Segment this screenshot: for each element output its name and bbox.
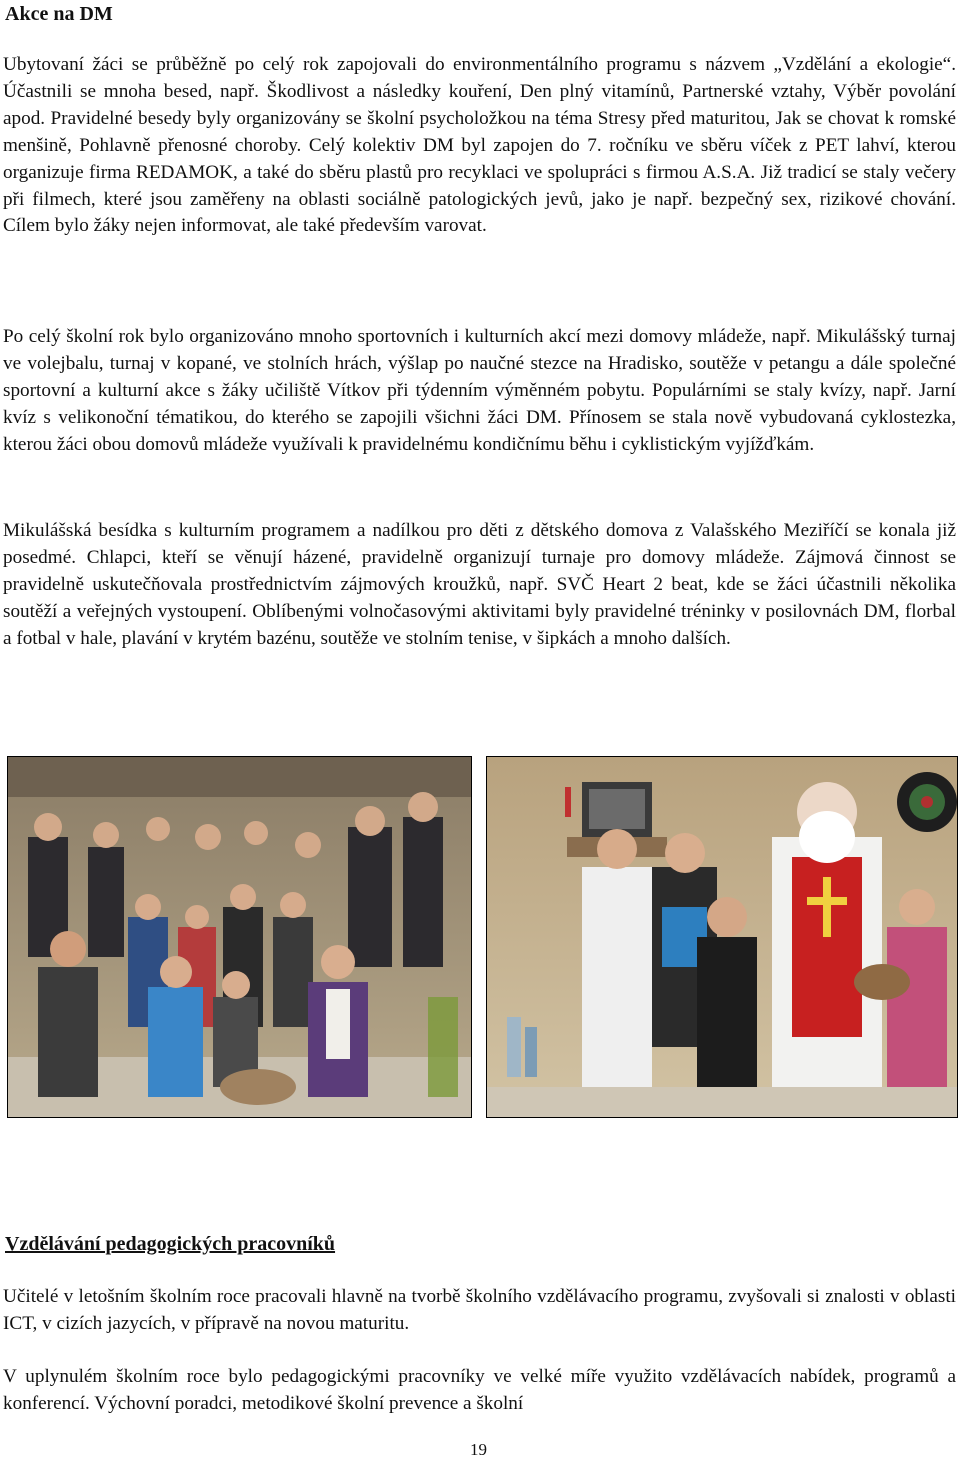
page-number: 19: [470, 1440, 487, 1459]
group-photo-icon: [7, 756, 472, 1118]
paragraph-vzdelavani-1: Učitelé v letošním školním roce pracovali hlavně na tvorbě školního vzdělávacího programu, zvyšovali si znalosti v oblasti ICT, v cizích jazycích, v přípravě na novou maturitu.: [3, 1286, 956, 1334]
paragraph-akce-2: Po celý školní rok bylo organizováno mnoho sportovních i kulturních akcí mezi domovy mládeže, např. Mikulášský turnaj ve volejbalu, turnaj v kopané, ve stolních hrách, výšlap po naučné stezce na Hradisko, soutěže v petangu a dále společné sportovní a kulturní akce s žáky učiliště Vítkov při týdenním výměnném pobytu. Populárními se staly kvízy, např. Jarní kvíz s velikonoční tématikou, do kterého se zapojili všichni žáci DM. Přínosem se stala nově vybudovaná cyklostezka, kterou žáci obou domovů mládeže využívali k pravidelnému kondičnímu běhu i cyklistickým vyjížďkám.: [3, 326, 956, 455]
section-heading-akce: Akce na DM: [5, 3, 113, 25]
mikulas-photo-icon: [486, 756, 958, 1118]
paragraph-akce-1: Ubytovaní žáci se průběžně po celý rok zapojovali do environmentálního programu s názvem „Vzdělání a ekologie“. Účastnili se mnoha besed, např. Škodlivost a následky kouření, Den plný vitamínů, Partnerské vztahy, Výběr povolání apod. Pravidelné besedy byly organizovány se školní psycholožkou na téma Stresy před maturitou, Jak se chovat k romské menšině, Pohlavně přenosné choroby. Celý kolektiv DM byl zapojen do 7. ročníku ve sběru víček z PET lahví, kterou organizuje firma REDAMOK, a také do sběru plastů pro recyklaci ve spolupráci s firmou A.S.A. Již tradicí se staly večery při filmech, které jsou zaměřeny na oblasti sociálně patologických jevů, jako je např. bezpečný sex, rizikové chování. Cílem bylo žáky nejen informovat, ale také především varovat.: [3, 54, 956, 237]
paragraph-akce-3: Mikulášská besídka s kulturním programem a nadílkou pro děti z dětského domova z Valašského Meziříčí se konala již posedmé. Chlapci, kteří se věnují házené, pravidelně organizují turnaje pro domovy mládeže. Zájmová činnost se pravidelně uskutečňovala prostřednictvím zájmových kroužků, např. SVČ Heart 2 beat, kde se žáci účastnili několika soutěží a veřejných vystoupení. Oblíbenými volnočasovými aktivitami byly pravidelné tréninky v posilovnách DM, florbal a fotbal v hale, plavání v krytém bazénu, soutěže ve stolním tenise, v šipkách a mnoho dalších.: [3, 520, 956, 649]
section-heading-vzdelavani: Vzdělávání pedagogických pracovníků: [5, 1233, 336, 1255]
paragraph-vzdelavani-2: V uplynulém školním roce bylo pedagogickými pracovníky ve velké míře využito vzdělávacích nabídek, programů a konferencí. Výchovní poradci, metodikové školní prevence a školní: [3, 1366, 956, 1414]
